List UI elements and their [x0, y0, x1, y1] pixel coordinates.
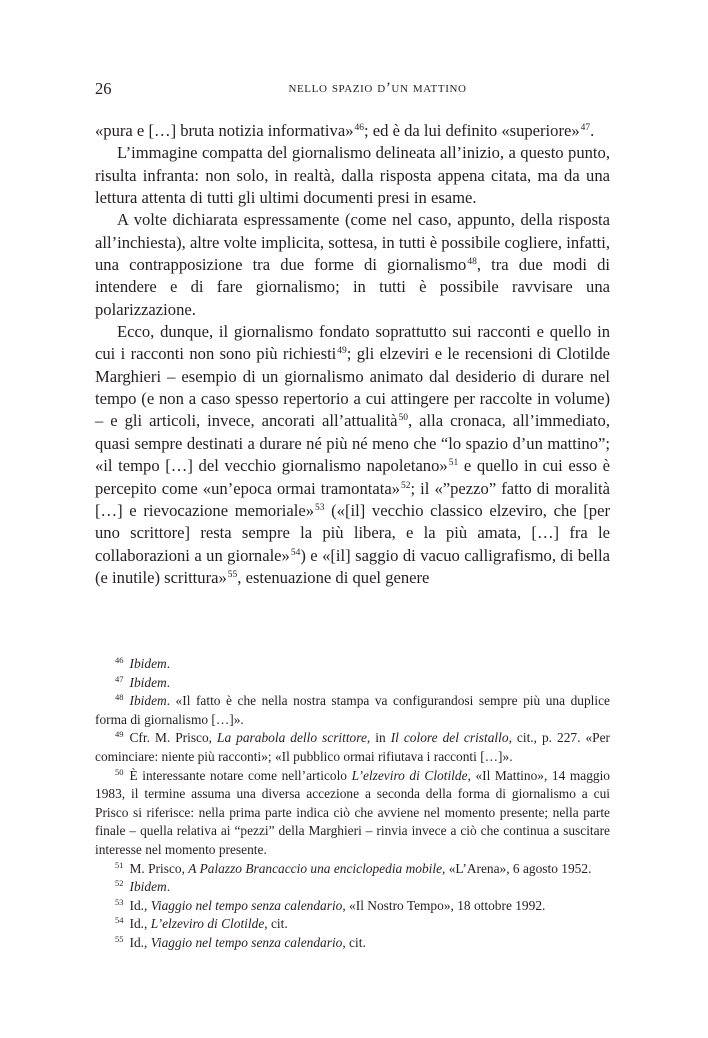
footnote: [95, 878, 610, 897]
text-run: .: [166, 674, 171, 690]
body-paragraph: [95, 142, 610, 209]
footnote: [95, 729, 610, 766]
footnote-number: 50: [115, 766, 124, 777]
text-run: .: [590, 121, 595, 140]
body-paragraph: [95, 120, 610, 142]
text-run: ) e «[il] saggio di vacuo calligrafismo, di bella (e inutile) scrittura»: [95, 545, 610, 587]
text-run: Id.,: [129, 934, 151, 950]
text-run: , alla cronaca, all’immediato, quasi sempre destinati a durare né più né meno che “lo spazio d’un mattino”; «il tempo […] del vecchio giornalismo napoletano»: [95, 411, 610, 476]
text-run: L’immagine compatta del giornalismo delineata all’inizio, a questo punto, risulta infranta: non solo, in realtà, dalla risposta appena citata, ma da una lettura attenta di tutti gli ultimi documenti presi in esame.: [95, 143, 610, 208]
footnote-reference[interactable]: 51: [448, 458, 459, 469]
footnote: [95, 767, 610, 860]
text-run: , «Il Nostro Tempo», 18 ottobre 1992.: [342, 897, 546, 913]
footnote-reference[interactable]: 47: [580, 123, 591, 133]
body-paragraph: [95, 321, 610, 589]
text-run: Ecco, dunque, il giornalismo fondato soprattutto sui racconti e quello in cui i racconti non sono più richiesti: [95, 322, 610, 364]
running-head: [95, 79, 610, 101]
italic-title: La parabola dello scrittore: [217, 730, 367, 746]
footnote-reference[interactable]: 53: [315, 502, 325, 513]
text-run: A volte dichiarata espressamente (come nel caso, appunto, della risposta all’inchiesta), altre volte implicita, sottesa, in tutti è possibile cogliere, infatti, una contrapposizione tra due forme di giornalismo: [95, 210, 610, 275]
italic-title: Viaggio nel tempo senza calendario: [150, 934, 343, 950]
text-run: e quello in cui esso è percepito come «un’epoca ormai tramontata»: [95, 456, 610, 498]
body-text: [95, 120, 610, 589]
footnote-number: 46: [115, 655, 124, 665]
text-run: Id.,: [129, 916, 151, 932]
italic-title: Viaggio nel tempo senza calendario: [150, 897, 343, 913]
text-run: , «L’Arena», 6 agosto 1952.: [442, 860, 592, 876]
text-run: , tra due modi di intendere e di fare giornalismo; in tutti è possibile ravvisare una polarizzazione.: [95, 255, 610, 319]
text-run: , in: [366, 730, 391, 746]
italic-title: Il colore del cristallo: [390, 730, 509, 746]
italic-title: Ibidem: [129, 693, 167, 709]
text-run: , «Il Mattino», 14 maggio 1983, il termine assuma una diversa accezione a seconda della forma di giornalismo a cui Prisco si riferisce: nella prima parte indica ciò che avviene nel momento presente; nella parte finale – quella relativa ai “pezzi” della Marghieri – rinvia invece a ciò che continua a suscitare interesse nel momento presente.: [95, 767, 610, 857]
footnote: [95, 655, 610, 674]
footnote-number: 51: [115, 859, 124, 870]
text-run: .: [166, 879, 171, 895]
footnote: [95, 692, 610, 729]
footnote-reference[interactable]: 50: [398, 413, 409, 424]
italic-title: A Palazzo Brancaccio una enciclopedia mobile: [188, 860, 443, 876]
footnote-number: 48: [115, 692, 124, 703]
footnote: [95, 934, 610, 953]
footnote-number: 53: [115, 896, 124, 907]
italic-title: Ibidem: [129, 674, 167, 690]
footnote-number: 47: [115, 673, 124, 684]
text-run: , estenuazione di quel genere: [237, 567, 430, 587]
text-run: , cit., p. 227. «Per cominciare: niente più racconti»; «Il pubblico ormai rifiutava i racconti […]».: [95, 730, 610, 764]
footnote-reference[interactable]: 55: [227, 569, 238, 580]
text-run: ; gli elzeviri e le recensioni di Clotilde Marghieri – esempio di un giornalismo animato dal desiderio di durare nel tempo (e non a caso spesso repertorio a cui attingere per raccolte in volume) – e gli articoli, invece, ancorati all’attualità: [95, 344, 610, 431]
footnote-reference[interactable]: 54: [290, 547, 301, 558]
text-run: ; ed è da lui definito «superiore»: [364, 121, 580, 140]
footnote-reference[interactable]: 46: [354, 123, 364, 133]
footnote-reference[interactable]: 52: [401, 480, 411, 491]
text-run: M. Prisco,: [129, 860, 189, 876]
footnote: [95, 674, 610, 693]
text-run: , cit.: [264, 916, 288, 932]
text-run: «pura e […] bruta notizia informativa»: [95, 121, 354, 140]
footnote-reference[interactable]: 48: [467, 257, 477, 268]
footnote-number: 55: [115, 933, 124, 944]
running-title: nello spazio d’un mattino: [288, 80, 467, 96]
italic-title: L’elzeviro di Clotilde: [351, 767, 468, 783]
text-run: («[il] vecchio classico elzeviro, che [per uno scrittore] resta sempre la più libera, e la più amata, […] fra le collaborazioni a un giornale»: [95, 500, 610, 565]
italic-title: L’elzeviro di Clotilde: [150, 916, 265, 932]
footnote-reference[interactable]: 49: [337, 346, 347, 357]
footnote-number: 54: [115, 915, 124, 926]
italic-title: Ibidem: [129, 656, 167, 671]
text-run: Cfr. M. Prisco,: [129, 730, 218, 746]
text-run: , cit.: [342, 934, 366, 950]
footnote: [95, 860, 610, 879]
text-run: ; il «”pezzo” fatto di moralità […] e rievocazione memoriale»: [95, 478, 610, 520]
text-run: . «Il fatto è che nella nostra stampa va configurandosi sempre più una duplice forma di giornalismo […]».: [95, 693, 610, 727]
footnote-number: 49: [115, 729, 124, 740]
italic-title: Ibidem: [129, 879, 167, 895]
footnotes: [95, 655, 610, 953]
footnote: [95, 915, 610, 934]
footnote-number: 52: [115, 878, 124, 889]
text-run: .: [166, 656, 171, 671]
text-run: Id.,: [129, 897, 151, 913]
text-run: È interessante notare come nell’articolo: [129, 767, 352, 783]
body-paragraph: [95, 209, 610, 321]
page-number: 26: [95, 79, 112, 98]
footnote: [95, 897, 610, 916]
